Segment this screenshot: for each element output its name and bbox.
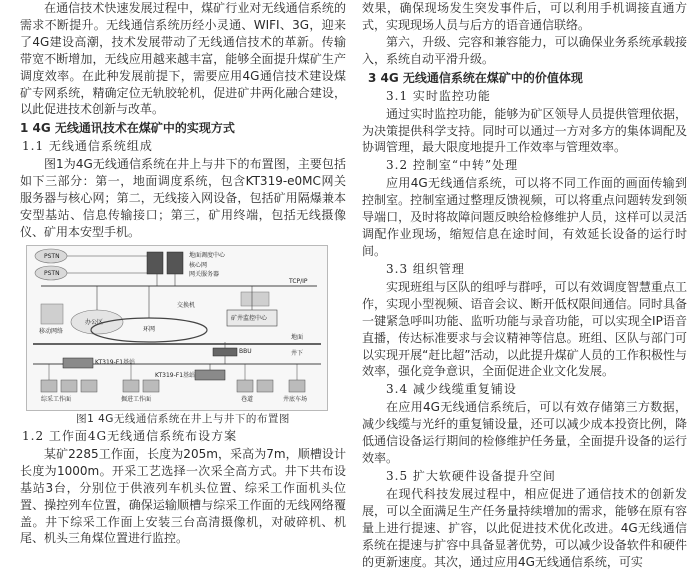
section-3-3-text: 实现班组与区队的组呼与群呼，可以有效调度智慧重点工作，实现小型视频、语音会议、断开低权限间通信。同时具备一键紧急呼叫功能、监听功能与录音功能，可以实现全IP语音直播，传达标准要求与会议精神等信息。班组、区队与部门可以实现开展“赶比超”活动，以此提升煤矿人员的工作积极性与效率，强化竞争意识，全面促进企业文化发展。: [362, 279, 687, 379]
bbu-label: BBU: [239, 347, 252, 355]
ground-label: 地面: [291, 333, 304, 341]
section-1-2-text: 某矿2285工作面，长度为205m，采高为7m，顺槽设计长度为1000m。开采工艺选择一次采全高方式。井下共布设基站3台，分别位于供液列车机头位置、综采工作面机头位置、操控列车位置，确保运输顺槽与综采工作面的无线网络覆盖。井下综采工作面上安装三台高清摄像机，对破碎机、机尾、机头三角煤位置进行监控。: [20, 446, 346, 546]
section-1-1-text: 图1为4G无线通信系统在井上与井下的布置图，主要包括如下三部分：第一，地面调度系统，包含KT319-e0MC网关服务器与核心网；第二，无线接入网设备，包括矿用隔爆兼本安型基站、信息传输接口；第三，矿用终端，包括无线摄像仪、矿用本安型手机。: [20, 157, 346, 239]
figure-diagram: [27, 246, 327, 410]
section-3-4-text: 在应用4G无线通信系统后，可以有效存储第三方数据，减少线缆与光纤的重复铺设量，还可以减少成本投资比例，降低通信设备运行期间的检修维护任务量，全面提升设备的运行效率。: [362, 400, 687, 466]
section-3-4-heading: 3.4 减少线缆重复铺设: [386, 382, 517, 397]
pstn-label-1: PSTN: [44, 252, 60, 260]
area-tag-4: 井底车场: [283, 395, 308, 403]
ring-label: 环网: [143, 325, 156, 333]
section-3-5-text: 在现代科技发展过程中，相应促进了通信技术的创新发展，可以全面满足生产任务量持续增加的需求，能够在原有容量上进行提速、扩容，以此促进技术优化改进。4G无线通信系统在提速与扩容中具备显著优势，可以减少设备软件和硬件的更新速度。其次，通过应用4G无线通信系统，可实: [362, 486, 687, 569]
continued-paragraph: 效果，确保现场发生突发事件后，可以利用手机调接直通方式，实现现场人员与后方的语音通信联络。: [362, 1, 687, 32]
right-column: [362, 0, 687, 570]
section-3-2-heading: 3.2 控制室“中转”处理: [386, 158, 519, 173]
switch-label: 交换机: [177, 301, 196, 309]
section-3-3-heading: 3.3 组织管理: [386, 261, 465, 276]
left-column: [20, 0, 346, 547]
section-1-1-heading: 1.1 无线通信系统组成: [22, 139, 153, 154]
section-1-heading: 1 4G 无线通讯技术在煤矿中的实现方式: [20, 121, 235, 136]
control-center-label: 矿井监控中心: [231, 314, 268, 322]
section-3-2-text: 应用4G无线通信系统，可以将不同工作面的画面传输到控制室。控制室通过整理反馈视频，可以将重点问题转发到领导端口，及时将故障问题反映给检修维护人员，这样可以灵活调配作业现场，缩短信息在途时间，有效延长设备的运行时间。: [362, 176, 687, 258]
underground-label: 井下: [291, 349, 304, 357]
section-3-1-heading: 3.1 实时监控功能: [386, 88, 491, 103]
section-3-1-text: 通过实时监控功能，能够为矿区领导人员提供管理依据，为决策提供科学支持。同时可以通过一方对多方的集体调配及协调管理，最大限度地提升工作效率与管理效率。: [362, 106, 687, 155]
figure-caption: 图1 4G无线通信系统在井上与井下的布置图: [76, 412, 290, 425]
upgrade-paragraph: 第六，升级、完容和兼容能力，可以确保业务系统承载接入，系统自动平滑升级。: [362, 34, 687, 66]
core-network-label: 核心网: [189, 261, 208, 269]
section-3-5-heading: 3.5 扩大软硬件设备提升空间: [386, 468, 556, 483]
station-label-2: KT319-F1基站: [155, 371, 196, 379]
area-tag-3: 巷道: [241, 395, 254, 403]
intro-paragraph: 在通信技术快速发展过程中，煤矿行业对无线通信系统的需求不断提升。无线通信系统历经小灵通、WIFI、3G，迎来了4G建设高潮，技术发展带动了无线通信技术的革新。传输带宽不断增加，无线应用越来越丰富，能够全面提升煤矿生产调度效率。在此种发展前提下，需要应用4G通信技术建设煤矿专网系统，精确定位无轨胶轮机，促进矿井两化融合建设，以此促进技术创新与改革。: [20, 1, 346, 117]
section-3-heading: 3 4G 无线通信系统在煤矿中的价值体现: [368, 70, 583, 85]
station-label-1: KT319-F1基站: [95, 358, 136, 366]
area-tag-2: 掘进工作面: [121, 395, 152, 403]
office-label: 办公区: [85, 318, 104, 326]
center-title-label: 地面调度中心: [189, 251, 226, 259]
pstn-label-2: PSTN: [44, 269, 60, 277]
section-1-2-heading: 1.2 工作面4G无线通信系统布设方案: [22, 428, 238, 443]
tcpip-label: TCP/IP: [289, 277, 308, 285]
mobile-network-label: 移动网络: [39, 327, 64, 335]
area-tag-1: 综采工作面: [41, 395, 72, 403]
gateway-server-label: 网关服务器: [189, 270, 220, 278]
network-layout-figure: [26, 245, 328, 411]
